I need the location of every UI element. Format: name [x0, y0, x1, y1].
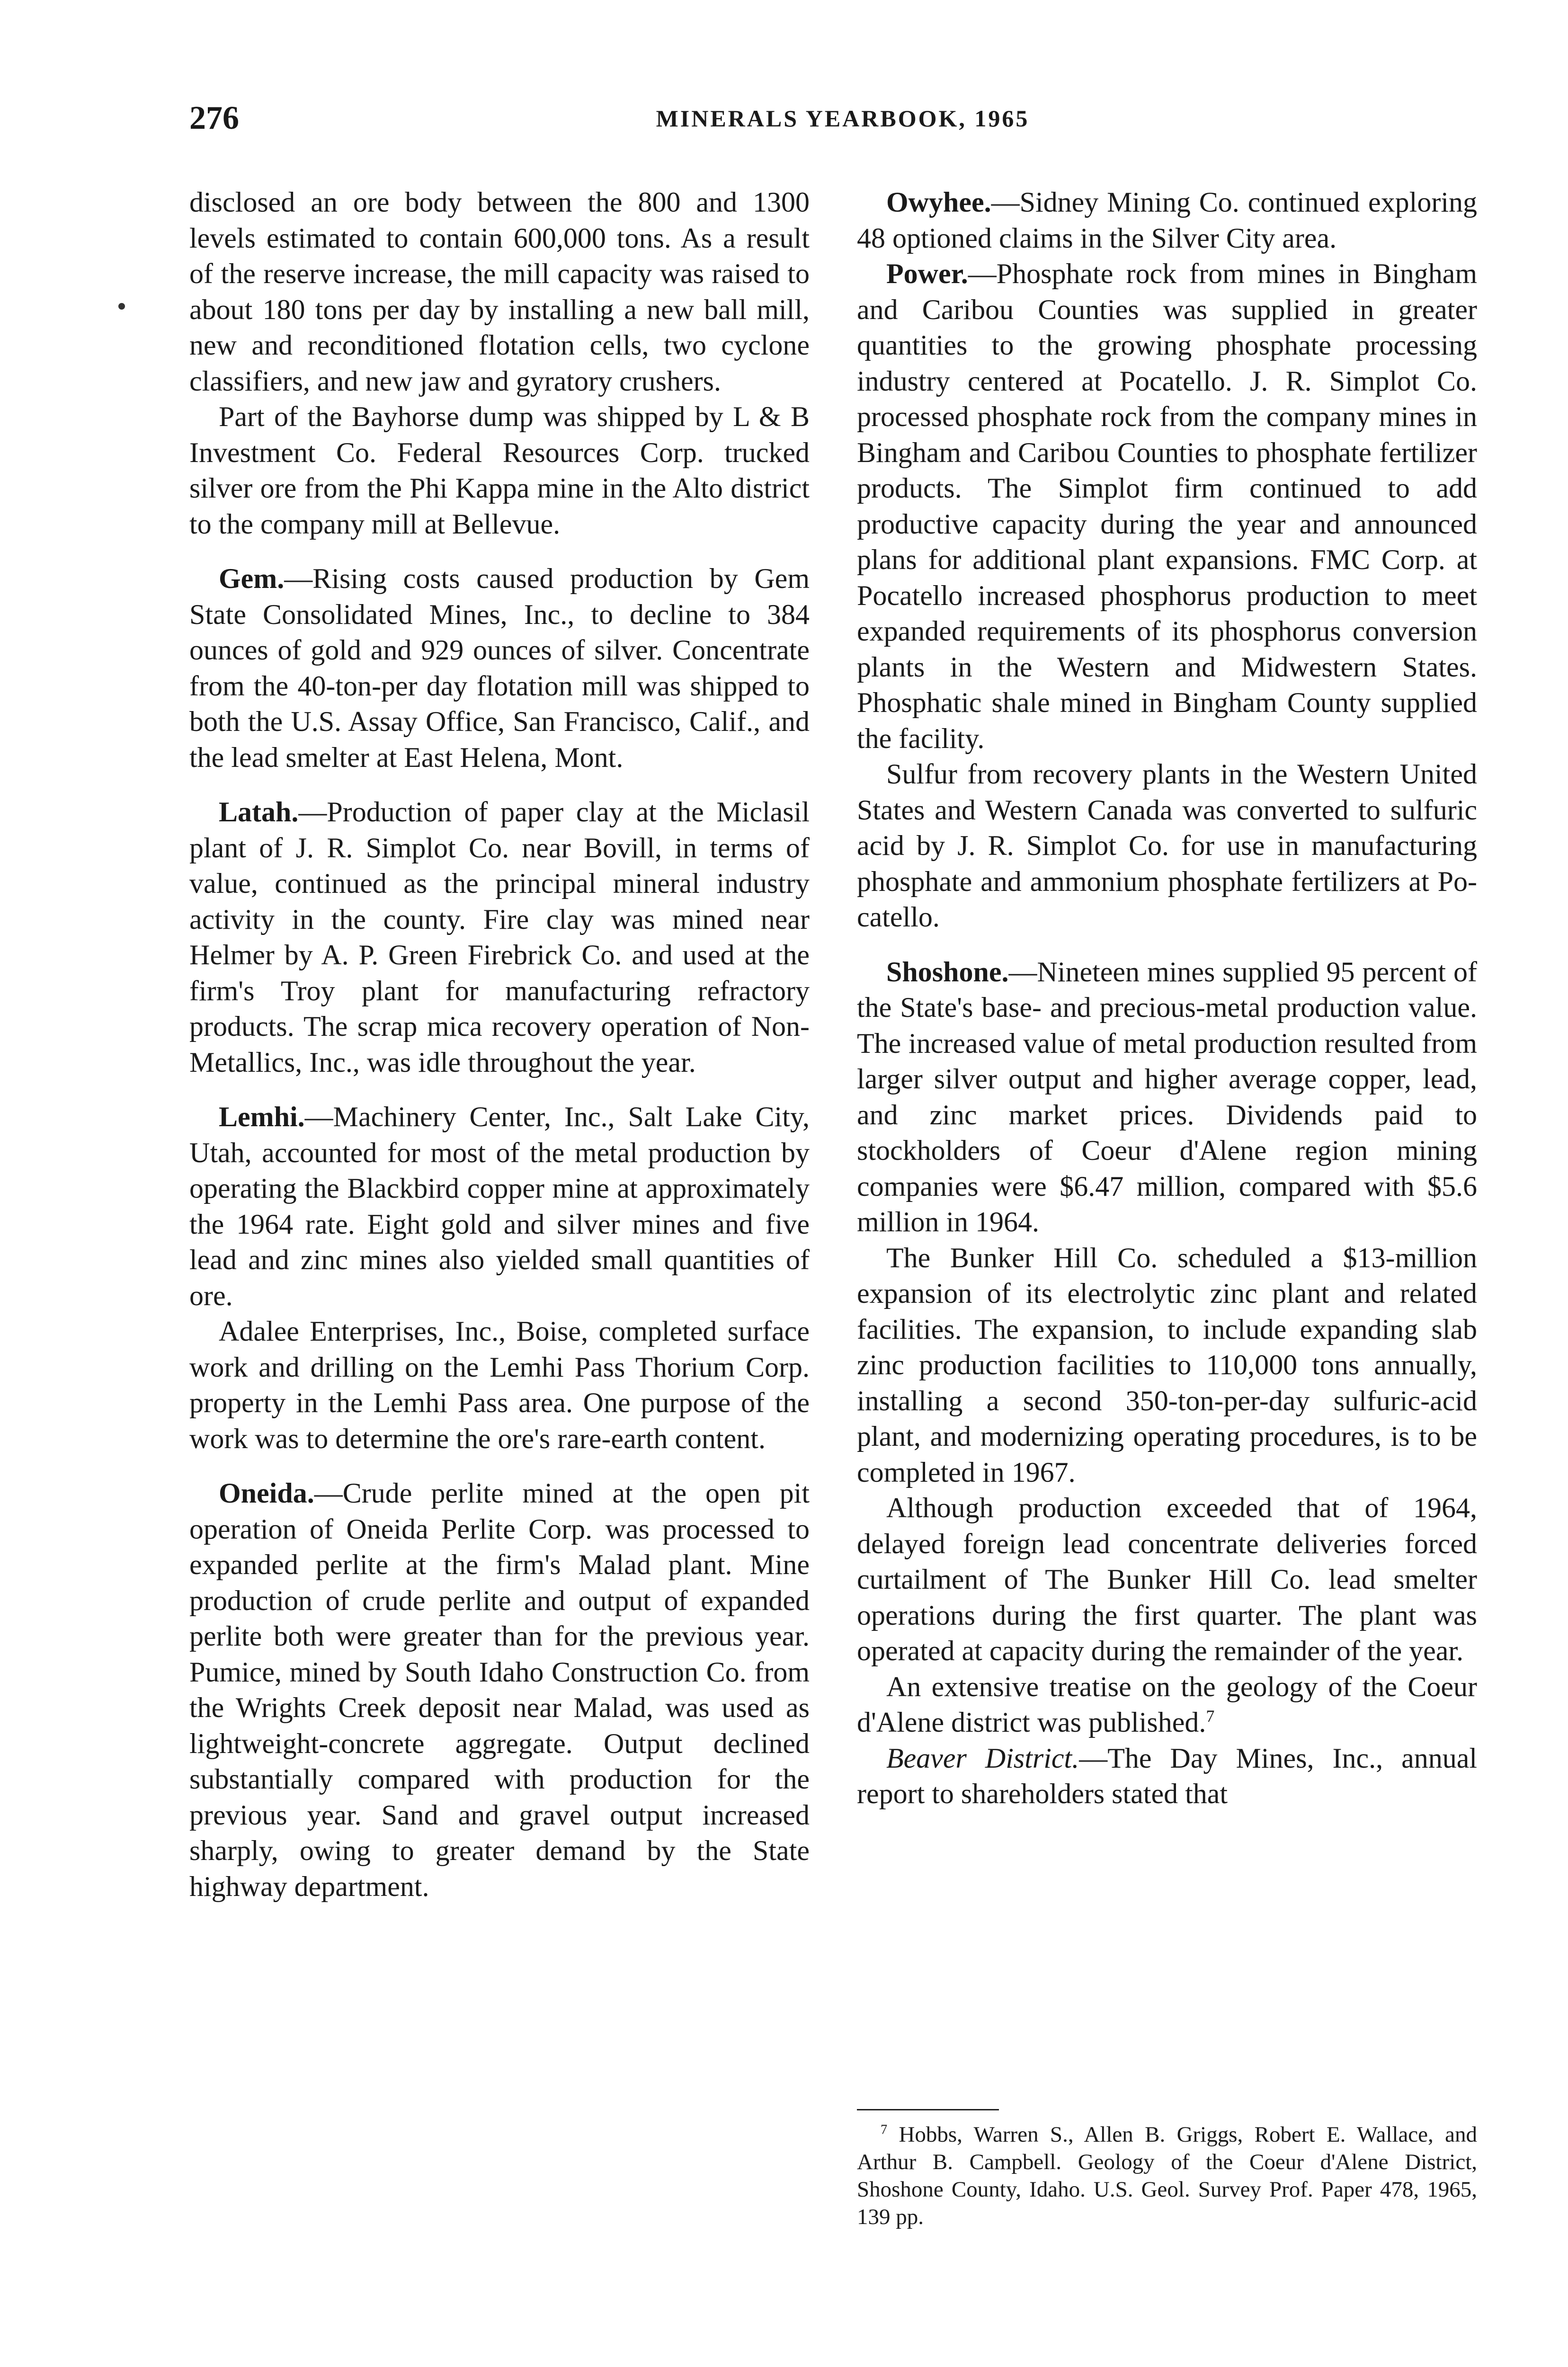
- footnote-number: 7: [881, 2122, 888, 2137]
- section-heading-lemhi: Lemhi.: [219, 1101, 305, 1132]
- section-text-lemhi: —Machinery Center, Inc., Salt Lake City, Utah, accounted for most of the metal production by operating the Blackbird copper mine at approximately the 1964 rate. Eight gold and silver mines and five lead and zinc mines also yielded small quantities of ore.: [189, 1101, 810, 1311]
- paragraph-bunker-hill: The Bunker Hill Co. scheduled a $13-million expansion of its electrolytic zinc plant and related facilities. The expansion, to include expanding slab zinc production facilities to 110,000 tons annually, installing a second 350-ton-per-day sulfuric-acid plant, and modernizing operating procedures, is to be completed in 1967.: [857, 1242, 1477, 1488]
- section-text-oneida: —Crude perlite mined at the open pit operation of Oneida Perlite Corp. was processed to expanded perlite at the firm's Malad plant. Mine production of crude perlite and output of expanded perlite both were greater than for the previous year. Pumice, mined by South Idaho Construction Co. from the Wrights Creek deposit near Malad, was used as lightweight-concrete aggregate. Output declined substantially compared with production for the previous year. Sand and gravel output increased sharply, owing to greater demand by the State highway department.: [189, 1477, 810, 1902]
- section-heading-latah: Latah.: [219, 796, 299, 828]
- section-power: [857, 256, 1477, 756]
- footnote-rule: [857, 2109, 999, 2110]
- section-text-gem: —Rising costs caused production by Gem State Consolidated Mines, Inc., to decline to 384 ounces of gold and 929 ounces of silver. Concentrate from the 40-ton-per day flotation mill was shipped to both the U.S. Assay Office, San Francisco, Calif., and the lead smelter at East Helena, Mont.: [189, 563, 810, 773]
- treatise-text: An extensive treatise on the geology of the Coeur d'Alene district was published.: [857, 1671, 1477, 1738]
- footnote-entry: [857, 2121, 1477, 2231]
- right-column: [857, 185, 1477, 1812]
- paragraph-continued: disclosed an ore body between the 800 and 1300 levels estimated to contain 600,000 tons. As a result of the reserve increase, the mill capacity was raised to about 180 tons per day by installing a new ball mill, new and reconditioned flotation cells, two cyclone classifiers, and new jaw and gyratory crushers.: [189, 187, 810, 397]
- section-gem: [189, 561, 810, 775]
- paragraph-adalee: Adalee Enterprises, Inc., Boise, completed surface work and drilling on the Lemhi Pass Thorium Corp. property in the Lemhi Pass area. One purpose of the work was to determine the ore's rare-earth content.: [189, 1316, 810, 1454]
- section-text-power: —Phosphate rock from mines in Bingham and Caribou Counties was supplied in greater quantities to the growing phosphate processing industry centered at Pocatello. J. R. Simplot Co. processed phosphate rock from the company mines in Bingham and Caribou Counties to phosphate fertilizer products. The Simplot firm continued to add productive capacity during the year and announced plans for additional plant expansions. FMC Corp. at Pocatello increased phosphorus production to meet expanded requirements of its phosphorus conversion plants in the Western and Midwestern States. Phosphatic shale mined in Bingham County supplied the facility.: [857, 258, 1477, 754]
- page-header: [189, 97, 1496, 140]
- subsection-text-beaver: —The Day Mines, Inc., annual report to shareholders stated that: [857, 1742, 1477, 1809]
- paragraph-sulfur: Sulfur from recovery plants in the Western United States and Western Canada was converted to sulfuric acid by J. R. Simplot Co. for use in manufacturing phosphate and ammonium phosphate fertilizers at Pocatello.: [857, 758, 1477, 933]
- section-text-shoshone: —Nineteen mines supplied 95 percent of the State's base- and precious-metal production value. The increased value of metal production resulted from larger silver output and higher average copper, lead, and zinc market prices. Dividends paid to stockholders of Coeur d'Alene region mining companies were $6.47 million, compared with $5.6 million in 1964.: [857, 956, 1477, 1237]
- footnote-reference: 7: [1206, 1707, 1215, 1726]
- section-latah: [189, 794, 810, 1080]
- running-title: MINERALS YEARBOOK, 1965: [656, 105, 1030, 132]
- margin-mark: [118, 303, 125, 310]
- section-owyhee: [857, 185, 1477, 256]
- page-number: 276: [189, 100, 239, 136]
- section-heading-oneida: Oneida.: [219, 1477, 314, 1509]
- section-heading-owyhee: Owyhee.: [886, 187, 991, 218]
- section-lemhi: [189, 1099, 810, 1314]
- paragraph-beaver-district: [857, 1741, 1477, 1812]
- section-heading-power: Power.: [886, 258, 968, 289]
- left-column: [189, 185, 810, 1904]
- footnote: [857, 2121, 1477, 2231]
- section-heading-shoshone: Shoshone.: [886, 956, 1009, 988]
- section-text-latah: —Production of paper clay at the Miclasil plant of J. R. Simplot Co. near Bovill, in terms of value, continued as the principal mineral industry activity in the county. Fire clay was mined near Helmer by A. P. Green Firebrick Co. and used at the firm's Troy plant for manufacturing refractory products. The scrap mica recovery operation of Non-Metallics, Inc., was idle throughout the year.: [189, 796, 810, 1078]
- subsection-heading-beaver: Beaver District.: [886, 1742, 1079, 1774]
- section-oneida: [189, 1476, 810, 1904]
- section-text-owyhee: —Sidney Mining Co. continued exploring 48 optioned claims in the Silver City area.: [857, 187, 1477, 254]
- paragraph-treatise: [857, 1669, 1477, 1741]
- section-heading-gem: Gem.: [219, 563, 285, 594]
- section-shoshone: [857, 954, 1477, 1240]
- footnote-text: Hobbs, Warren S., Allen B. Griggs, Robert E. Wallace, and Arthur B. Campbell. Geology of the Coeur d'Alene District, Shoshone County, Idaho. U.S. Geol. Survey Prof. Paper 478, 1965, 139 pp.: [857, 2122, 1477, 2229]
- paragraph-bayhorse: Part of the Bayhorse dump was shipped by L & B Investment Co. Federal Resources Corp. trucked silver ore from the Phi Kappa mine in the Alto district to the company mill at Bellevue.: [189, 401, 810, 540]
- paragraph-although: Although production exceeded that of 1964, delayed foreign lead concentrate deliveries forced curtailment of The Bunker Hill Co. lead smelter operations during the first quarter. The plant was operated at capacity during the remainder of the year.: [857, 1492, 1477, 1666]
